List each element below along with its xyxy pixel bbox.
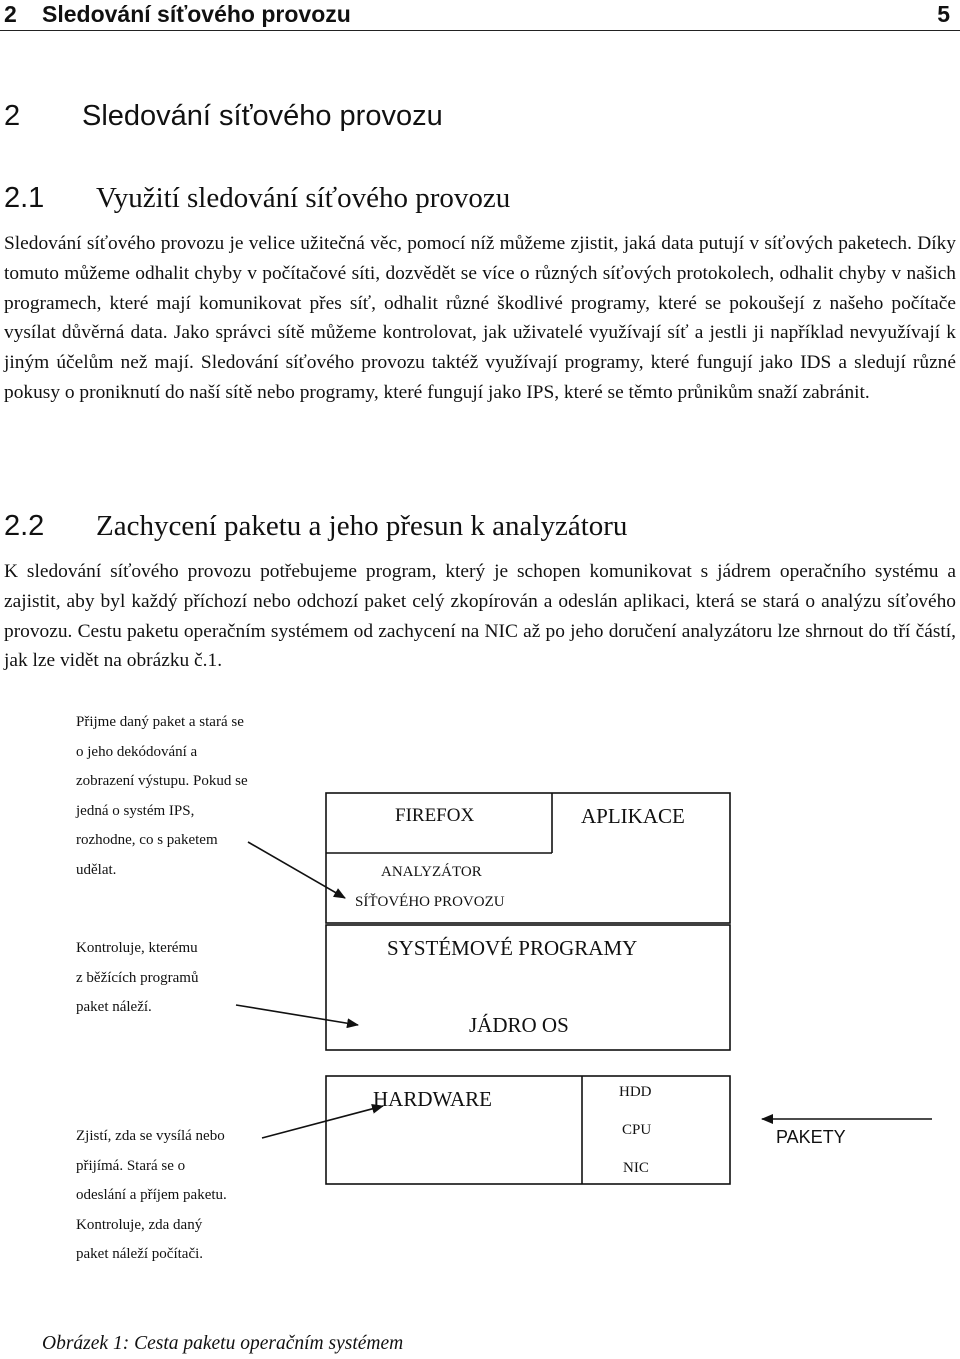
nic-label: NIC bbox=[623, 1160, 649, 1176]
header-chapter-number: 2 bbox=[4, 1, 17, 27]
hdd-label: HDD bbox=[619, 1084, 652, 1100]
section-2-2-paragraph: K sledování síťového provozu potřebujeme program, který je schopen komunikovat s jádrem operačního systému a zajistit, aby byl každý příchozí nebo odchozí paket celý zkopírován a odeslán aplikaci, která se stará o analýzu síťového provozu. Cestu paketu operačním systémem od zachycení na NIC až po jeho doručení analyzátoru lze shrnout do tří částí, jak lze vidět na obrázku č.1. bbox=[4, 561, 956, 672]
aplikace-label: APLIKACE bbox=[581, 804, 685, 828]
figure-caption: Obrázek 1: Cesta paketu operačním systémem bbox=[42, 1333, 404, 1354]
section-number: 2.2 bbox=[4, 510, 45, 542]
section-heading-2-2 bbox=[4, 510, 627, 543]
analyzer-label-line2: SÍŤOVÉHO PROVOZU bbox=[355, 894, 505, 910]
kernel-label: JÁDRO OS bbox=[469, 1013, 569, 1037]
application-note: Přijme daný paket a stará se o jeho dekódování a zobrazení výstupu. Pokud se jedná o systém IPS, rozhodne, co s paketem udělat. bbox=[76, 714, 248, 878]
system-programs-label: SYSTÉMOVÉ PROGRAMY bbox=[387, 936, 638, 960]
packet-path-figure bbox=[0, 700, 960, 1320]
chapter-heading-title: Sledování síťového provozu bbox=[82, 100, 443, 132]
chapter-heading-number: 2 bbox=[4, 100, 21, 132]
system-programs-note: Kontroluje, kterému z běžících programů paket náleží. bbox=[76, 940, 199, 1015]
analyzer-label-line1: ANALYZÁTOR bbox=[381, 864, 482, 880]
section-2-1-paragraph: Sledování síťového provozu je velice užitečná věc, pomocí níž můžeme zjistit, jaká data putují v síťových paketech. Díky tomuto můžeme odhalit chyby v počítačové síti, dozvědět se více o různých síťových protokolech, odhalit chyby v našich programech, které mají komunikovat přes síť, odhalit různé škodlivé programy, které se pokoušejí z našeho počítače vysílat důvěrná data. Jako správci sítě můžeme kontrolovat, jak uživatelé využívají síť a jestli ji například nevyužívají k jiným účelům než mají. Sledování síťového provozu taktéž využívají programy, které fungují jako IDS a sledují různé pokusy o proniknutí do naší sítě nebo programy, které fungují jako IPS, které se těmto průnikům snaží zabránit. bbox=[4, 233, 956, 403]
section-title: Zachycení paketu a jeho přesun k analyzátoru bbox=[96, 510, 628, 542]
section-heading-2-1 bbox=[4, 182, 510, 215]
packets-label: PAKETY bbox=[776, 1127, 846, 1147]
running-header bbox=[0, 0, 960, 31]
header-chapter-title: Sledování síťového provozu bbox=[42, 1, 351, 27]
section-title: Využití sledování síťového provozu bbox=[96, 182, 511, 214]
chapter-heading bbox=[4, 100, 443, 133]
section-number: 2.1 bbox=[4, 182, 45, 214]
firefox-label: FIREFOX bbox=[395, 805, 475, 826]
hardware-note: Zjistí, zda se vysílá nebo přijímá. Stará se o odeslání a příjem paketu. Kontroluje, zda daný paket náleží počítači. bbox=[76, 1128, 227, 1262]
cpu-label: CPU bbox=[622, 1122, 652, 1138]
page-number: 5 bbox=[937, 1, 950, 27]
hardware-label: HARDWARE bbox=[373, 1087, 492, 1111]
